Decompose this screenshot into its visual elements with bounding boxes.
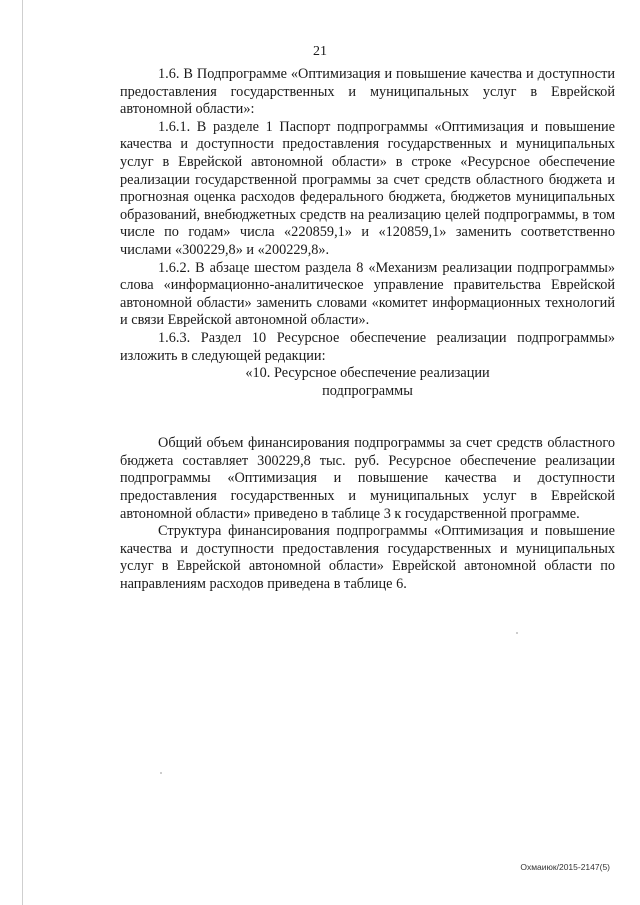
scan-speck [160, 772, 162, 774]
paragraph-financing-structure: Структура финансирования подпрограммы «Оптимизация и повышение качества и доступности предоставления государственных и муниципальных услуг в Еврейской автономной области» Еврейской автономной области по направлениям расходов приведена в таблице 6. [120, 523, 615, 593]
paragraph-1-6: 1.6. В Подпрограмме «Оптимизация и повышение качества и доступности предоставления государственных и муниципальных услуг в Еврейской автономной области»: [120, 66, 615, 118]
scan-left-edge [22, 0, 23, 905]
paragraph-1-6-1: 1.6.1. В разделе 1 Паспорт подпрограммы «Оптимизация и повышение качества и доступности предоставления государственных и муниципальных услуг в Еврейской автономной области» в строке «Ресурсное обеспечение реализации государственной программы за счет средств областного бюджета и прогнозная оценка расходов федерального бюджета, бюджетов муниципальных образований, внебюджетных средств на реализацию целей подпрограммы, в том числе по годам» числа «220859,1» и «120859,1» заменить соответственно числами «300229,8» и «200229,8». [120, 118, 615, 258]
scan-speck [516, 632, 518, 634]
page-number: 21 [313, 44, 327, 59]
section-title-line-2: подпрограммы [322, 382, 413, 399]
document-body [120, 66, 615, 594]
paragraph-1-6-2: 1.6.2. В абзаце шестом раздела 8 «Механизм реализации подпрограммы» слова «информационно-аналитическое управление правительства Еврейской автономной области» заменить словами «комитет информационных технологий и связи Еврейской автономной области». [120, 259, 615, 329]
paragraph-1-6-3: 1.6.3. Раздел 10 Ресурсное обеспечение реализации подпрограммы» изложить в следующей редакции: [120, 329, 615, 364]
paragraph-financing-total: Общий объем финансирования подпрограммы за счет средств областного бюджета составляет 300229,8 тыс. руб. Ресурсное обеспечение реализации подпрограммы «Оптимизация и повышение качества и доступности предоставления государственных и муниципальных услуг в Еврейской автономной области» приведено в таблице 3 к государственной программе. [120, 435, 615, 522]
document-code: Охмаиюк/2015-2147(5) [520, 862, 610, 872]
section-title-line-1: «10. Ресурсное обеспечение реализации [245, 365, 490, 382]
